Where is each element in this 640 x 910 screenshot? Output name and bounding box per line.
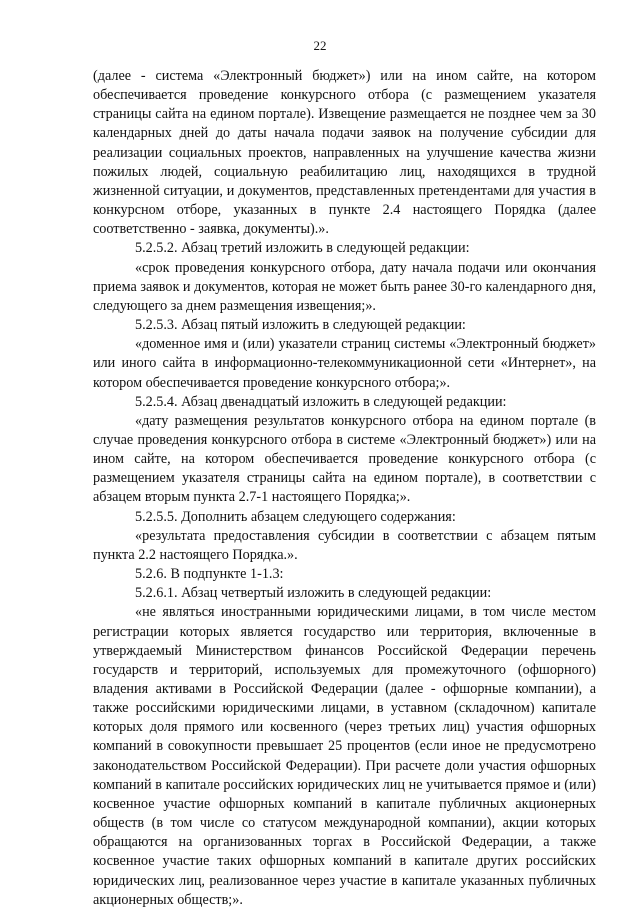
quote-domain-name: «доменное имя и (или) указатели страниц системы «Электронный бюджет» или иного сайта в информационно-телекоммуникационной сети «Интернет», на котором обеспечивается проведение конкурсного отбора;». (93, 336, 596, 391)
paragraph-5-2-5-2: 5.2.5.2. Абзац третий изложить в следующей редакции: (135, 240, 470, 257)
quote-offshore-companies: «не являться иностранными юридическими лицами, в том числе местом регистрации которых является государство или территория, включенные в утверждаемый Министерством финансов Российской Федерации перечень государств и территорий, используемых для промежуточного (офшорного) владения активами в Российской Федерации (далее - офшорные компании), а также российскими юридическими лицами, в уставном (складочном) капитале которых доля прямого или косвенного (через третьих лиц) участия офшорных компаний в совокупности превышает 25 процентов (если иное не предусмотрено законодательством Российской Федерации). При расчете доли участия офшорных компаний в капитале российских юридических лиц не учитывается прямое и (или) косвенное участие офшорных компаний в капитале публичных акционерных обществ (в том числе со статусом международной компании), акции которых обращаются на организованных торгах в Российской Федерации, а также косвенное участие таких офшорных компаний в капитале других российских юридических лиц, реализованное через участие в капитале указанных публичных акционерных обществ;». (93, 604, 596, 908)
paragraph-5-2-6-1: 5.2.6.1. Абзац четвертый изложить в следующей редакции: (135, 585, 492, 602)
paragraph-5-2-5-4: 5.2.5.4. Абзац двенадцатый изложить в следующей редакции: (135, 393, 507, 410)
paragraph-continuation: (далее - система «Электронный бюджет») или на ином сайте, на котором обеспечивается проведение конкурсного отбора (с размещением указателя страницы сайта на едином портале). Извещение размещается не позднее чем за 30 календарных дней до даты начала подачи заявок на получение субсидии для реализации социальных проектов, направленных на улучшение качества жизни пожилых людей, социальную реабилитацию лиц, находящихся в трудной жизненной ситуации, и документов, представленных претендентами для участия в конкурсном отборе, указанных в пункте 2.4 настоящего Порядка (далее соответственно - заявка, документы).». (93, 68, 596, 238)
paragraph-5-2-6: 5.2.6. В подпункте 1-1.3: (135, 566, 284, 583)
quote-application-deadline: «срок проведения конкурсного отбора, дату начала подачи или окончания приема заявок и документов, которая не может быть ранее 30-го календарного дня, следующего за днем размещения извещения;». (93, 259, 596, 314)
quote-subsidy-result: «результата предоставления субсидии в соответствии с абзацем пятым пункта 2.2 настоящего Порядка.». (93, 527, 596, 563)
quote-results-publication: «дату размещения результатов конкурсного отбора на едином портале (в случае проведения конкурсного отбора в системе «Электронный бюджет») или на ином сайте, на котором обеспечивается проведение конкурсного отбора (с размещением указателя страницы сайта на едином портале), в соответствии с абзацем вторым пункта 2.7-1 настоящего Порядка;». (93, 412, 596, 506)
paragraph-5-2-5-3: 5.2.5.3. Абзац пятый изложить в следующей редакции: (135, 317, 466, 334)
document-body (93, 67, 596, 910)
page-number: 22 (313, 38, 327, 53)
paragraph-5-2-5-5: 5.2.5.5. Дополнить абзацем следующего содержания: (135, 508, 456, 525)
